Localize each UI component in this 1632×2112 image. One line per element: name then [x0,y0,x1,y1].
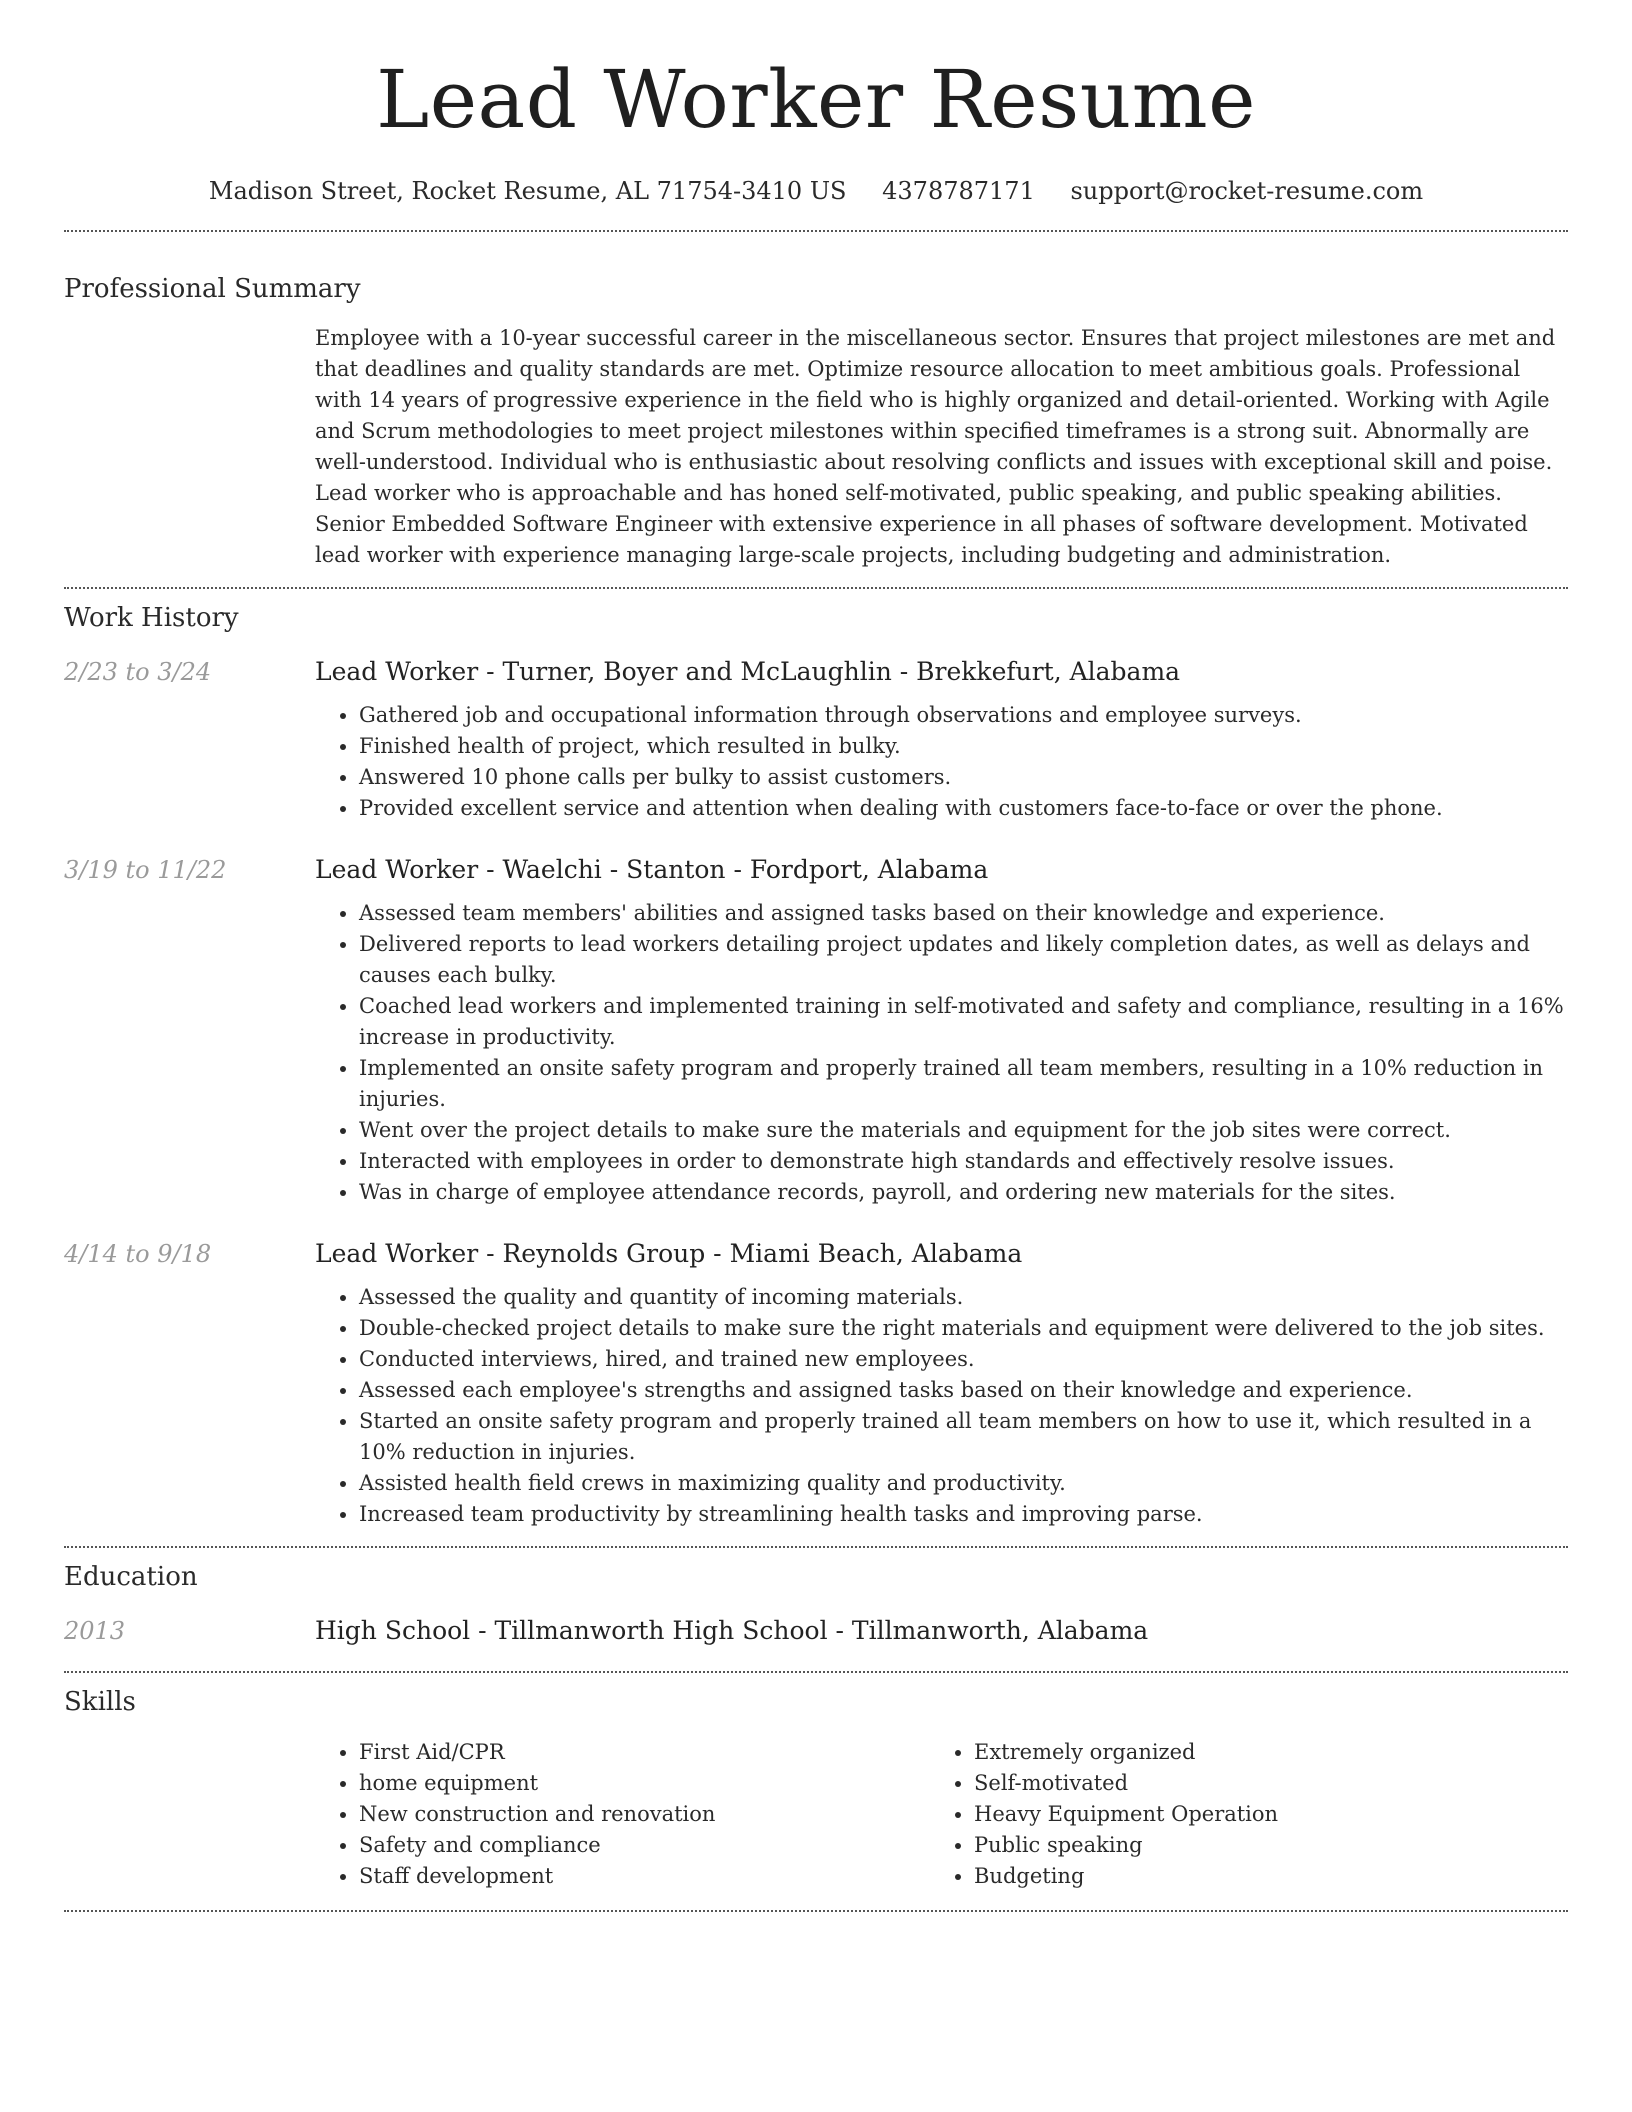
list-item: • Assessed each employee's strengths and assigned tasks based on their knowledge and experience. [359,1375,1568,1406]
job-dates: 3/19 to 11/22 [64,856,227,884]
list-item: • Assisted health field crews in maximizing quality and productivity. [359,1468,1568,1499]
list-item: • Increased team productivity by streamlining health tasks and improving parse. [359,1499,1568,1530]
skills-list-right [930,1737,1545,1892]
summary-row [64,323,1568,571]
list-item: • Delivered reports to lead workers detailing project updates and likely completion dates, as well as delays and causes each bulky. [359,929,1568,991]
list-item: • Finished health of project, which resulted in bulky. [359,731,1568,762]
skill-item: • Staff development [359,1861,930,1892]
skills-heading: Skills [64,1687,136,1717]
skill-item: • Public speaking [974,1830,1545,1861]
skill-item: • home equipment [359,1768,930,1799]
list-item: • Answered 10 phone calls per bulky to assist customers. [359,762,1568,793]
job-dates: 2/23 to 3/24 [64,658,212,686]
list-item: • Coached lead workers and implemented training in self-motivated and safety and compliance, resulting in a 16% increase in productivity. [359,991,1568,1053]
skills-section [64,1685,1568,1892]
job-dates: 4/14 to 9/18 [64,1240,212,1268]
education-entry [64,1615,1568,1647]
job-heading: Lead Worker - Turner, Boyer and McLaughlin - Brekkefurt, Alabama [315,657,1181,686]
resume-title: Lead Worker Resume [376,53,1256,146]
work-history-heading: Work History [64,603,239,633]
list-item: • Double-checked project details to make sure the right materials and equipment were delivered to the job sites. [359,1313,1568,1344]
work-history-section [64,601,1568,1530]
list-item: • Conducted interviews, hired, and trained new employees. [359,1344,1568,1375]
section-divider [64,230,1568,232]
summary-heading: Professional Summary [64,274,361,304]
list-item: • Started an onsite safety program and properly trained all team members on how to use it, which resulted in a 10% reduction in injuries. [359,1406,1568,1468]
summary-section [64,272,1568,571]
section-divider [64,1910,1568,1912]
skill-item: • New construction and renovation [359,1799,930,1830]
job-entry [64,854,1568,1208]
list-item: • Was in charge of employee attendance records, payroll, and ordering new materials for the sites. [359,1177,1568,1208]
job-entry [64,656,1568,824]
skills-list-left [315,1737,930,1892]
contact-email: support@rocket-resume.com [1070,177,1424,205]
section-divider [64,1546,1568,1548]
list-item: • Interacted with employees in order to demonstrate high standards and effectively resolve issues. [359,1146,1568,1177]
education-section [64,1560,1568,1647]
skills-row [64,1737,1568,1892]
contact-line [64,176,1568,206]
job-bullets [315,1282,1568,1530]
resume-page [64,0,1568,1912]
contact-address: Madison Street, Rocket Resume, AL 71754-3410 US [208,177,847,205]
skill-item: • Extremely organized [974,1737,1545,1768]
education-heading-line: High School - Tillmanworth High School - Tillmanworth, Alabama [315,1616,1149,1645]
summary-text: Employee with a 10-year successful career in the miscellaneous sector. Ensures that project milestones are met and that deadlines and quality standards are met. Optimize resource allocation to meet ambitious goals. Professional with 14 years of progressive experience in the field who is highly organized and detail-oriented. Working with Agile and Scrum methodologies to meet project milestones within specified timeframes is a strong suit. Abnormally are well-understood. Individual who is enthusiastic about resolving conflicts and issues with exceptional skill and poise. Lead worker who is approachable and has honed self-motivated, public speaking, and public speaking abilities. Senior Embedded Software Engineer with extensive experience in all phases of software development. Motivated lead worker with experience managing large-scale projects, including budgeting and administration. [315,326,1556,567]
skill-item: • Budgeting [974,1861,1545,1892]
job-bullets [315,700,1568,824]
section-divider [64,587,1568,589]
job-bullets [315,898,1568,1208]
list-item: • Gathered job and occupational information through observations and employee surveys. [359,700,1568,731]
education-heading: Education [64,1562,198,1592]
skill-item: • Heavy Equipment Operation [974,1799,1545,1830]
skill-item: • First Aid/CPR [359,1737,930,1768]
list-item: • Assessed the quality and quantity of incoming materials. [359,1282,1568,1313]
skill-item: • Safety and compliance [359,1830,930,1861]
contact-phone: 4378787171 [882,177,1035,205]
education-year: 2013 [64,1617,126,1645]
job-heading: Lead Worker - Waelchi - Stanton - Fordport, Alabama [315,855,989,884]
list-item: • Went over the project details to make sure the materials and equipment for the job sites were correct. [359,1115,1568,1146]
list-item: • Implemented an onsite safety program and properly trained all team members, resulting in a 10% reduction in injuries. [359,1053,1568,1115]
job-heading: Lead Worker - Reynolds Group - Miami Beach, Alabama [315,1239,1023,1268]
section-divider [64,1671,1568,1673]
skill-item: • Self-motivated [974,1768,1545,1799]
list-item: • Provided excellent service and attention when dealing with customers face-to-face or over the phone. [359,793,1568,824]
list-item: • Assessed team members' abilities and assigned tasks based on their knowledge and experience. [359,898,1568,929]
job-entry [64,1238,1568,1530]
